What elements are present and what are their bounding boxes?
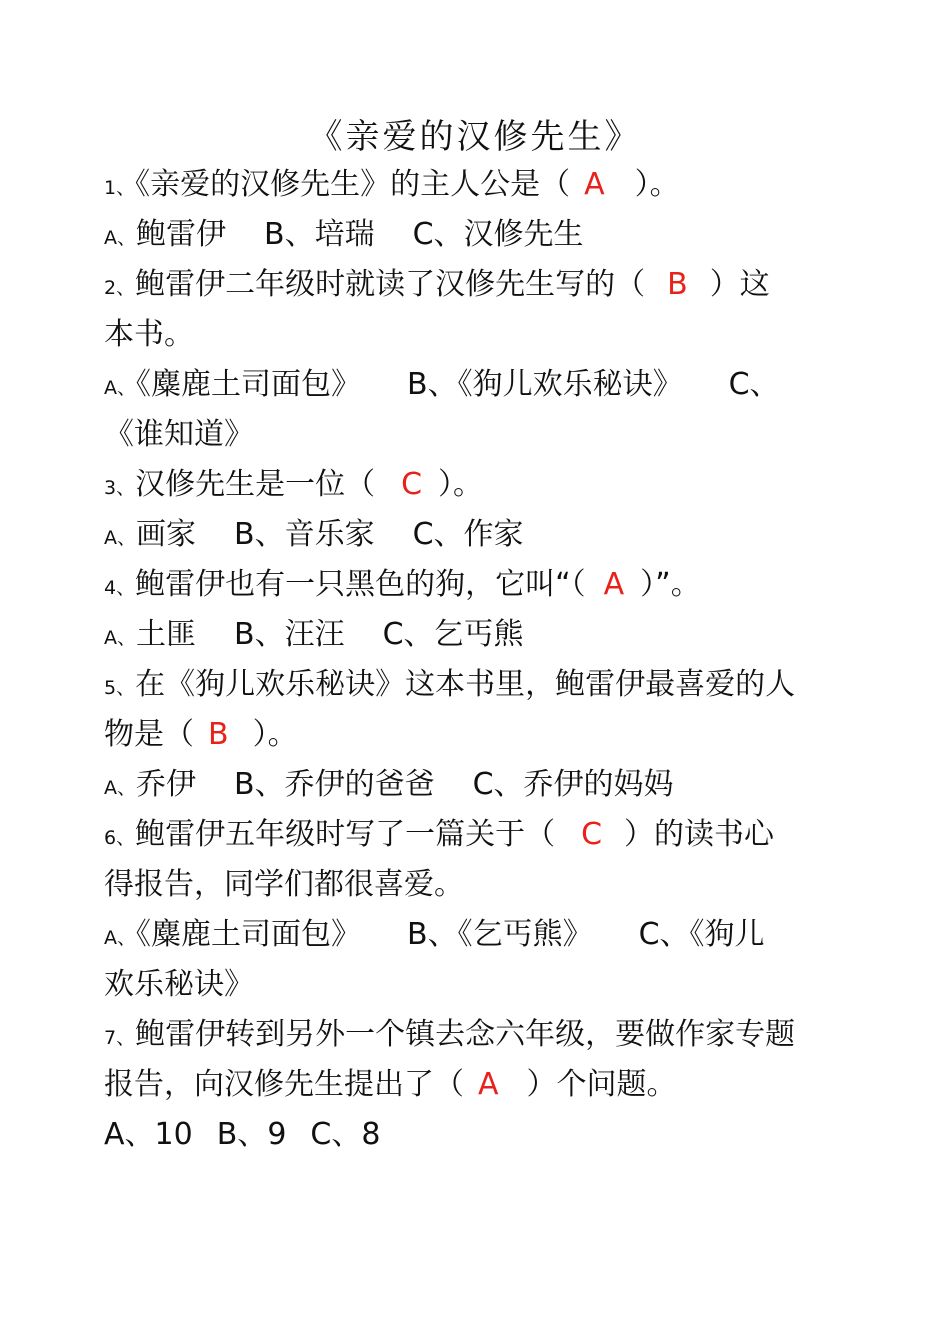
document-title: 《亲爱的汉修先生》 [308, 117, 642, 157]
option-label: B、 [216, 1117, 268, 1152]
question-text: 鲍雷伊五年级时写了一篇关于（ [135, 817, 556, 852]
option-label: C、 [310, 1117, 362, 1152]
options-1 [104, 210, 849, 260]
option-label: B、 [234, 517, 285, 552]
option-text: 画家 [136, 517, 196, 552]
option-text: 《狗儿 [689, 917, 765, 952]
question-text: 鲍雷伊二年级时就读了汉修先生写的（ [135, 267, 646, 302]
option-label: B、 [234, 617, 285, 652]
option-label: A、 [104, 377, 136, 399]
question-6-continued [104, 860, 849, 910]
option-text: 土匪 [136, 617, 196, 652]
question-number: 6、 [104, 827, 136, 849]
option-text: 音乐家 [284, 517, 375, 552]
answer-mark: A [584, 167, 605, 202]
question-text-continued: 物是（ [104, 717, 194, 752]
option-text: 乔伊的爸爸 [284, 767, 435, 802]
options-5 [104, 760, 849, 810]
option-label: B、 [407, 917, 458, 952]
answer-mark: B [667, 267, 688, 302]
question-number: 3、 [104, 477, 136, 499]
option-text: 乔伊的妈妈 [523, 767, 674, 802]
option-label: A、 [104, 777, 136, 799]
option-text: 《麋鹿土司面包》 [136, 917, 361, 952]
answer-mark: A [603, 567, 625, 602]
question-5 [104, 660, 849, 710]
answer-mark: A [478, 1067, 499, 1102]
options-4 [104, 610, 849, 660]
option-text: 9 [267, 1117, 287, 1152]
option-text: 《麋鹿土司面包》 [136, 367, 361, 402]
options-7 [104, 1110, 849, 1160]
option-text: 乞丐熊 [433, 617, 524, 652]
option-label: C、 [472, 767, 524, 802]
option-label: C、 [412, 217, 464, 252]
question-text-end: ）的读书心 [624, 817, 775, 852]
option-label: A、 [104, 227, 136, 249]
option-text-continued: 《谁知道》 [104, 417, 254, 452]
question-text-end: ）”。 [640, 567, 701, 602]
question-2 [104, 260, 849, 310]
question-text: 鲍雷伊也有一只黑色的狗，它叫“（ [135, 567, 586, 602]
option-label: B、 [407, 367, 458, 402]
option-label: C、 [412, 517, 464, 552]
option-text: 培瑞 [314, 217, 375, 252]
option-text: 《乞丐熊》 [457, 917, 593, 952]
option-label: C、 [382, 617, 434, 652]
answer-mark: C [581, 817, 603, 852]
question-text-continued: 本书。 [104, 317, 194, 352]
question-number: 2、 [104, 277, 136, 299]
option-text: 10 [154, 1117, 193, 1152]
option-text: 乔伊 [136, 767, 196, 802]
option-text: 8 [361, 1117, 381, 1152]
question-list [104, 160, 849, 1160]
question-1 [104, 160, 849, 210]
answer-mark: B [208, 717, 229, 752]
option-label: C、 [728, 367, 780, 402]
answer-mark: C [401, 467, 423, 502]
options-2 [104, 360, 849, 410]
option-label: A、 [104, 527, 136, 549]
question-number: 5、 [104, 677, 136, 699]
option-label: A、 [104, 927, 136, 949]
option-label: B、 [234, 767, 285, 802]
question-text-continued: 得报告，同学们都很喜爱。 [104, 867, 464, 902]
question-text: 在《狗儿欢乐秘诀》这本书里，鲍雷伊最喜爱的人 [135, 667, 796, 702]
options-6-continued [104, 960, 849, 1010]
option-text: 作家 [463, 517, 524, 552]
question-text-end: ）这 [709, 267, 770, 302]
question-text: 《亲爱的汉修先生》的主人公是（ [135, 167, 571, 202]
question-4 [104, 560, 849, 610]
question-text: 鲍雷伊转到另外一个镇去念六年级，要做作家专题 [135, 1017, 796, 1052]
question-text: 汉修先生是一位（ [135, 467, 376, 502]
question-number: 1、 [104, 177, 136, 199]
option-text-continued: 欢乐秘诀》 [104, 967, 254, 1002]
question-text-continued: 报告，向汉修先生提出了（ [104, 1067, 464, 1102]
question-number: 7、 [104, 1027, 136, 1049]
option-label: B、 [264, 217, 315, 252]
option-label: C、 [638, 917, 690, 952]
option-label: A、 [104, 1117, 155, 1152]
question-2-continued [104, 310, 849, 360]
question-number: 4、 [104, 577, 136, 599]
question-7 [104, 1010, 849, 1060]
question-5-continued [104, 710, 849, 760]
options-2-continued [104, 410, 849, 460]
question-text-end: ）。 [252, 717, 298, 752]
options-3 [104, 510, 849, 560]
option-label: A、 [104, 627, 136, 649]
question-text-end: ）。 [438, 467, 484, 502]
option-text: 汪汪 [284, 617, 345, 652]
option-text: 汉修先生 [463, 217, 584, 252]
question-text-end: ）。 [634, 167, 680, 202]
question-7-continued [104, 1060, 849, 1110]
question-6 [104, 810, 849, 860]
question-text-end: ）个问题。 [526, 1067, 677, 1102]
option-text: 鲍雷伊 [136, 217, 226, 252]
option-text: 《狗儿欢乐秘诀》 [457, 367, 683, 402]
options-6 [104, 910, 849, 960]
question-3 [104, 460, 849, 510]
